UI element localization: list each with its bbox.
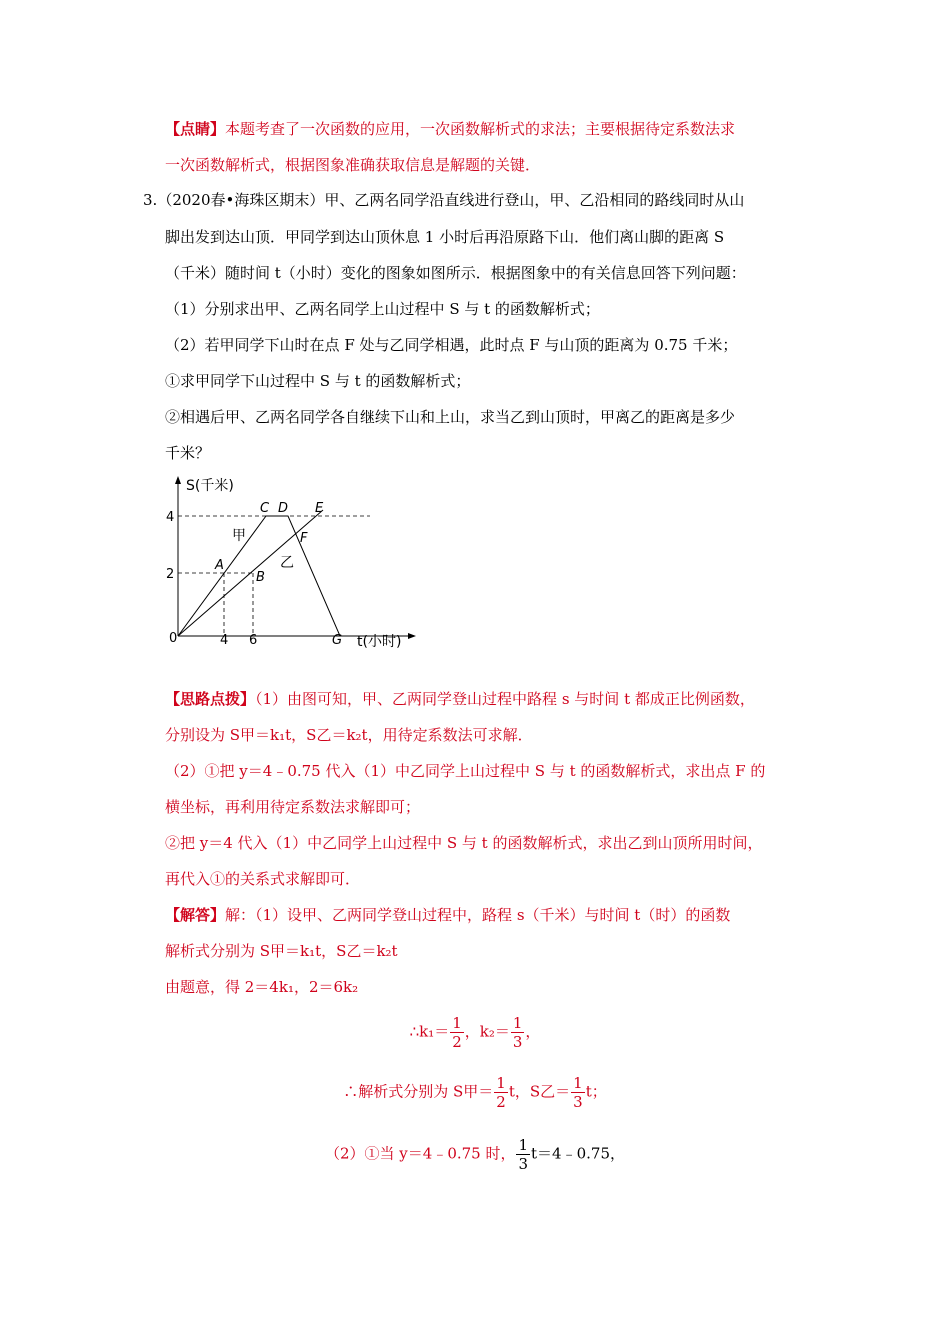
question-p2b1: ②相遇后甲、乙两名同学各自继续下山和上山，求当乙到山顶时，甲离乙的距离是多少 (165, 408, 736, 426)
equation-k-values (0, 1014, 950, 1051)
question-l3: （千米）随时间 t（小时）变化的图象如图所示．根据图象中的有关信息回答下列问题： (165, 264, 746, 282)
question-p2: （2）若甲同学下山时在点 F 处与乙同学相遇，此时点 F 与山顶的距离为 0.75 千米； (165, 336, 738, 354)
x-tick-6: 6 (249, 633, 258, 648)
equation-part2 (0, 1136, 950, 1173)
question-source: （2020春•海珠区期末） (157, 191, 325, 209)
silu-l1: （1）由图可知，甲、乙两同学登山过程中路程 s 与时间 t 都成正比例函数， (255, 690, 755, 708)
fraction-third-3: $\frac{1}{3}$ (518, 1136, 529, 1173)
point-g: G (332, 633, 343, 648)
eq1-mid: ，k₂＝ (464, 1022, 510, 1041)
jieda-l3: 由题意，得 2＝4k₁，2＝6k₂ (165, 978, 359, 996)
eq2-prefix: ∴解析式分别为 S甲＝ (343, 1082, 494, 1101)
eq1-suffix: ， (525, 1022, 541, 1041)
question-p2b2: 千米？ (165, 444, 211, 462)
label-jia: 甲 (232, 528, 246, 544)
point-e: E (315, 501, 324, 516)
silu-l6: 再代入①的关系式求解即可． (165, 870, 361, 888)
label-yi: 乙 (280, 555, 294, 571)
fraction-half: $\frac{1}{2}$ (452, 1014, 462, 1051)
origin-label: 0 (169, 631, 178, 646)
dianjing-label: 【点睛】 (165, 120, 226, 138)
y-axis-label: S(千米) (186, 478, 234, 494)
x-tick-4: 4 (220, 633, 229, 648)
x-axis-label: t(小时) (357, 634, 402, 650)
question-l2: 脚出发到达山顶．甲同学到达山顶休息 1 小时后再沿原路下山．他们离山脚的距离 S (165, 228, 725, 246)
point-a: A (215, 558, 224, 573)
silu-l5: ②把 y＝4 代入（1）中乙同学上山过程中 S 与 t 的函数解析式，求出乙到山顶所用时间， (165, 834, 763, 852)
y-axis-arrow (175, 476, 181, 484)
fraction-third-2: $\frac{1}{3}$ (573, 1074, 583, 1111)
eq1-prefix: ∴k₁＝ (409, 1022, 450, 1041)
fraction-third: $\frac{1}{3}$ (512, 1014, 523, 1051)
point-b: B (256, 570, 265, 585)
silu-line-1 (165, 688, 755, 710)
jieda-l2: 解析式分别为 S甲＝k₁t，S乙＝k₂t (165, 942, 398, 960)
x-axis-arrow (408, 633, 416, 639)
jieda-label: 【解答】 (165, 906, 226, 924)
point-f: F (300, 531, 308, 546)
y-tick-2: 2 (166, 567, 175, 582)
dianjing-line-1 (165, 118, 735, 140)
point-d: D (278, 501, 289, 516)
silu-label: 【思路点拨】 (165, 690, 256, 708)
question-p1: （1）分别求出甲、乙两名同学上山过程中 S 与 t 的函数解析式； (165, 300, 600, 318)
dianjing-text-1: 本题考查了一次函数的应用，一次函数解析式的求法；主要根据待定系数法求 (225, 120, 736, 138)
silu-l4: 横坐标，再利用待定系数法求解即可； (165, 798, 421, 816)
jieda-line-1 (165, 904, 730, 926)
eq3-suffix: t＝4﹣0.75， (531, 1144, 626, 1163)
eq3-prefix: （2）①当 y＝4﹣0.75 时， (324, 1144, 516, 1163)
y-tick-4: 4 (166, 510, 175, 525)
distance-time-graph (160, 470, 420, 660)
question-number: 3. (143, 191, 158, 209)
jieda-l1: 解：（1）设甲、乙两同学登山过程中，路程 s（千米）与时间 t（时）的函数 (225, 906, 731, 924)
equation-analytic (0, 1074, 950, 1111)
question-p2a: ①求甲同学下山过程中 S 与 t 的函数解析式； (165, 372, 471, 390)
fraction-half-2: $\frac{1}{2}$ (496, 1074, 506, 1111)
silu-l2: 分别设为 S甲＝k₁t，S乙＝k₂t，用待定系数法可求解． (165, 726, 533, 744)
question-l1: 甲、乙两名同学沿直线进行登山，甲、乙沿相同的路线同时从山 (324, 191, 745, 209)
silu-l3: （2）①把 y＝4﹣0.75 代入（1）中乙同学上山过程中 S 与 t 的函数解析式，求出点 F 的 (165, 762, 766, 780)
point-c: C (260, 501, 270, 516)
eq2-mid: t，S乙＝ (508, 1082, 571, 1101)
dianjing-text-2: 一次函数解析式，根据图象准确获取信息是解题的关键． (165, 156, 541, 174)
eq2-suffix: t； (585, 1082, 607, 1101)
question-line-1 (143, 189, 744, 211)
